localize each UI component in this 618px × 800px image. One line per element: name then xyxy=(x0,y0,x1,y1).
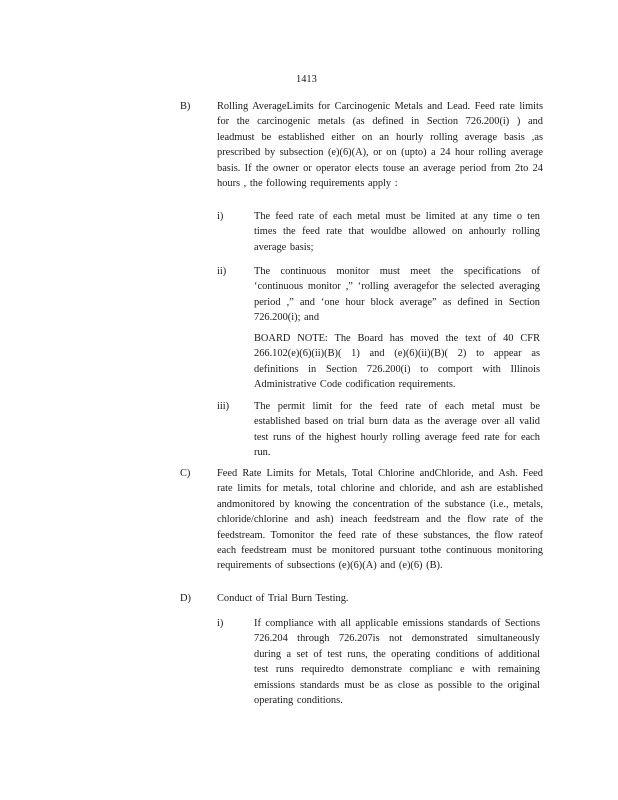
section-b-item-ii-text: The continuous monitor must meet the specifications of ‘continuous monitor ,” ‘rolling averagefor the selected averaging period ,” and ‘one hour block average” as defined in Section 726.200(i); and xyxy=(254,266,540,324)
section-c-label: C) xyxy=(180,468,191,479)
section-b-item-ii-label: ii) xyxy=(217,266,227,277)
section-b-item-i-text: The feed rate of each metal must be limited at any time o ten times the feed rate that wouldbe allowed on anhourly rolling average basis; xyxy=(254,211,540,253)
section-c-text: Feed Rate Limits for Metals, Total Chlorine andChloride, and Ash. Feed rate limits for metals, total chlorine and chloride, and ash are established andmonitored by knowing the concentration of the substance (i.e., metals, chloride/chlorine and ash) ineach feedstream and the flow rate of the feedstream. Tomonitor the feed rate of these substances, the flow rateof each feedstream must be monitored pursuant tothe continuous monitoring requirements of subsections (e)(6)(A) and (e)(6) (B). xyxy=(217,468,543,572)
section-d-label: D) xyxy=(180,593,191,604)
section-b-text: Rolling AverageLimits for Carcinogenic Metals and Lead. Feed rate limits for the carcinogenic metals (as defined in Section 726.200(i) ) and leadmust be established either on an hourly rolling average basis ,as prescribed by subsection (e)(6)(A), or on (upto) a 24 hour rolling average basis. If the owner or operator elects touse an average period from 2to 24 hours , the following requirements apply : xyxy=(217,101,543,190)
board-note: BOARD NOTE: The Board has moved the text of 40 CFR 266.102(e)(6)(ii)(B)( 1) and (e)(6)(ii)(B)( 2) to appear as definitions in Section 726.200(i) to comport with Illinois Administrative Code codification requirements. xyxy=(254,333,540,391)
section-b-item-iii-text: The permit limit for the feed rate of each metal must be established based on trial burn data as the average over all valid test runs of the highest hourly rolling average feed rate for each run. xyxy=(254,401,540,459)
section-d-heading: Conduct of Trial Burn Testing. xyxy=(217,593,349,604)
section-b-item-i-label: i) xyxy=(217,211,224,222)
section-b-item-iii-label: iii) xyxy=(217,401,230,412)
section-d-item-i-label: i) xyxy=(217,618,224,629)
page-number: 1413 xyxy=(296,74,317,85)
section-b-label: B) xyxy=(180,101,191,112)
section-d-item-i-text: If compliance with all applicable emissions standards of Sections 726.204 through 726.207is not demonstrated simultaneously during a set of test runs, the operating conditions of additional test runs requiredto demonstrate complianc e with remaining emissions standards must be as close as possible to the original operating conditions. xyxy=(254,618,540,707)
